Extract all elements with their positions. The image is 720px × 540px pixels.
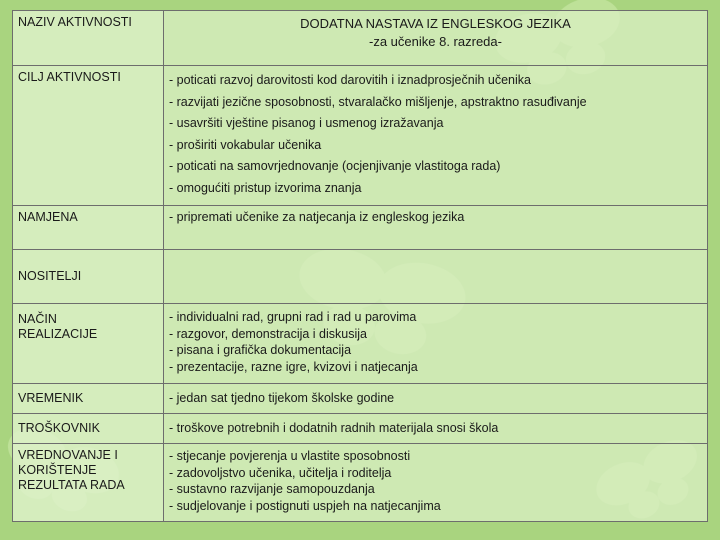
- cilj-cell: [164, 66, 708, 206]
- list-item: - individualni rad, grupni rad i rad u parovima: [169, 310, 417, 324]
- activity-title: DODATNA NASTAVA IZ ENGLESKOG JEZIKA: [300, 16, 571, 31]
- namjena-label: NAMJENA: [18, 210, 78, 224]
- table-row: [13, 444, 708, 522]
- activity-plan-table: [12, 10, 708, 522]
- troskovnik-label: TROŠKOVNIK: [18, 421, 100, 435]
- list-item: - prezentacije, razne igre, kvizovi i natjecanja: [169, 359, 418, 374]
- row-label: [13, 66, 164, 206]
- list-item: - jedan sat tjedno tijekom školske godine: [169, 391, 395, 405]
- row-label: [13, 206, 164, 250]
- table-row: [13, 66, 708, 206]
- list-item: - stjecanje povjerenja u vlastite sposobnosti: [169, 449, 411, 463]
- nacin-label: REALIZACIJE: [18, 327, 98, 341]
- vrednovanje-label: KORIŠTENJE: [18, 463, 97, 477]
- row-label: [13, 304, 164, 384]
- vrednovanje-label: VREDNOVANJE I: [18, 448, 118, 462]
- list-item: - omogućiti pristup izvorima znanja: [169, 180, 362, 195]
- nacin-label: NAČIN: [18, 312, 57, 326]
- table-row: [13, 206, 708, 250]
- list-item: - sustavno razvijanje samopouzdanja: [169, 482, 375, 496]
- list-item: - proširiti vokabular učenika: [169, 137, 322, 152]
- list-item: - troškove potrebnih i dodatnih radnih materijala snosi škola: [169, 421, 499, 435]
- list-item: - sudjelovanje i postignuti uspjeh na natjecanjima: [169, 498, 441, 513]
- list-item: - razgovor, demonstracija i diskusija: [169, 326, 367, 341]
- row-label: [13, 444, 164, 522]
- row-label: [13, 384, 164, 414]
- vremenik-cell: [164, 384, 708, 414]
- list-item: - poticati na samovrjednovanje (ocjenjivanje vlastitoga rada): [169, 159, 501, 173]
- vrednovanje-label: REZULTATA RADA: [18, 478, 125, 492]
- naziv-label: NAZIV AKTIVNOSTI: [18, 15, 132, 29]
- list-item: - pisana i grafička dokumentacija: [169, 343, 352, 357]
- row-label: [13, 414, 164, 444]
- activity-title-cell: [164, 11, 708, 66]
- table-row: [13, 414, 708, 444]
- list-item: - pripremati učenike za natjecanja iz engleskog jezika: [169, 210, 465, 224]
- activity-subtitle: -za učenike 8. razreda-: [369, 34, 502, 49]
- list-item: - usavršiti vještine pisanog i usmenog izražavanja: [169, 116, 444, 130]
- nositelji-cell: [164, 250, 708, 304]
- row-label: [13, 11, 164, 66]
- list-item: - poticati razvoj darovitosti kod darovitih i iznadprosječnih učenika: [169, 73, 531, 87]
- troskovnik-cell: [164, 414, 708, 444]
- list-item: - razvijati jezične sposobnosti, stvaralačko mišljenje, apstraktno rasuđivanje: [169, 94, 587, 109]
- table-row: [13, 11, 708, 66]
- cilj-label: CILJ AKTIVNOSTI: [18, 70, 121, 84]
- nositelji-label: NOSITELJI: [18, 269, 82, 283]
- table-row: [13, 250, 708, 304]
- table-row: [13, 384, 708, 414]
- namjena-cell: [164, 206, 708, 250]
- table-row: [13, 304, 708, 384]
- nacin-cell: [164, 304, 708, 384]
- vrednovanje-cell: [164, 444, 708, 522]
- vremenik-label: VREMENIK: [18, 391, 84, 405]
- list-item: - zadovoljstvo učenika, učitelja i roditelja: [169, 465, 392, 480]
- row-label: [13, 250, 164, 304]
